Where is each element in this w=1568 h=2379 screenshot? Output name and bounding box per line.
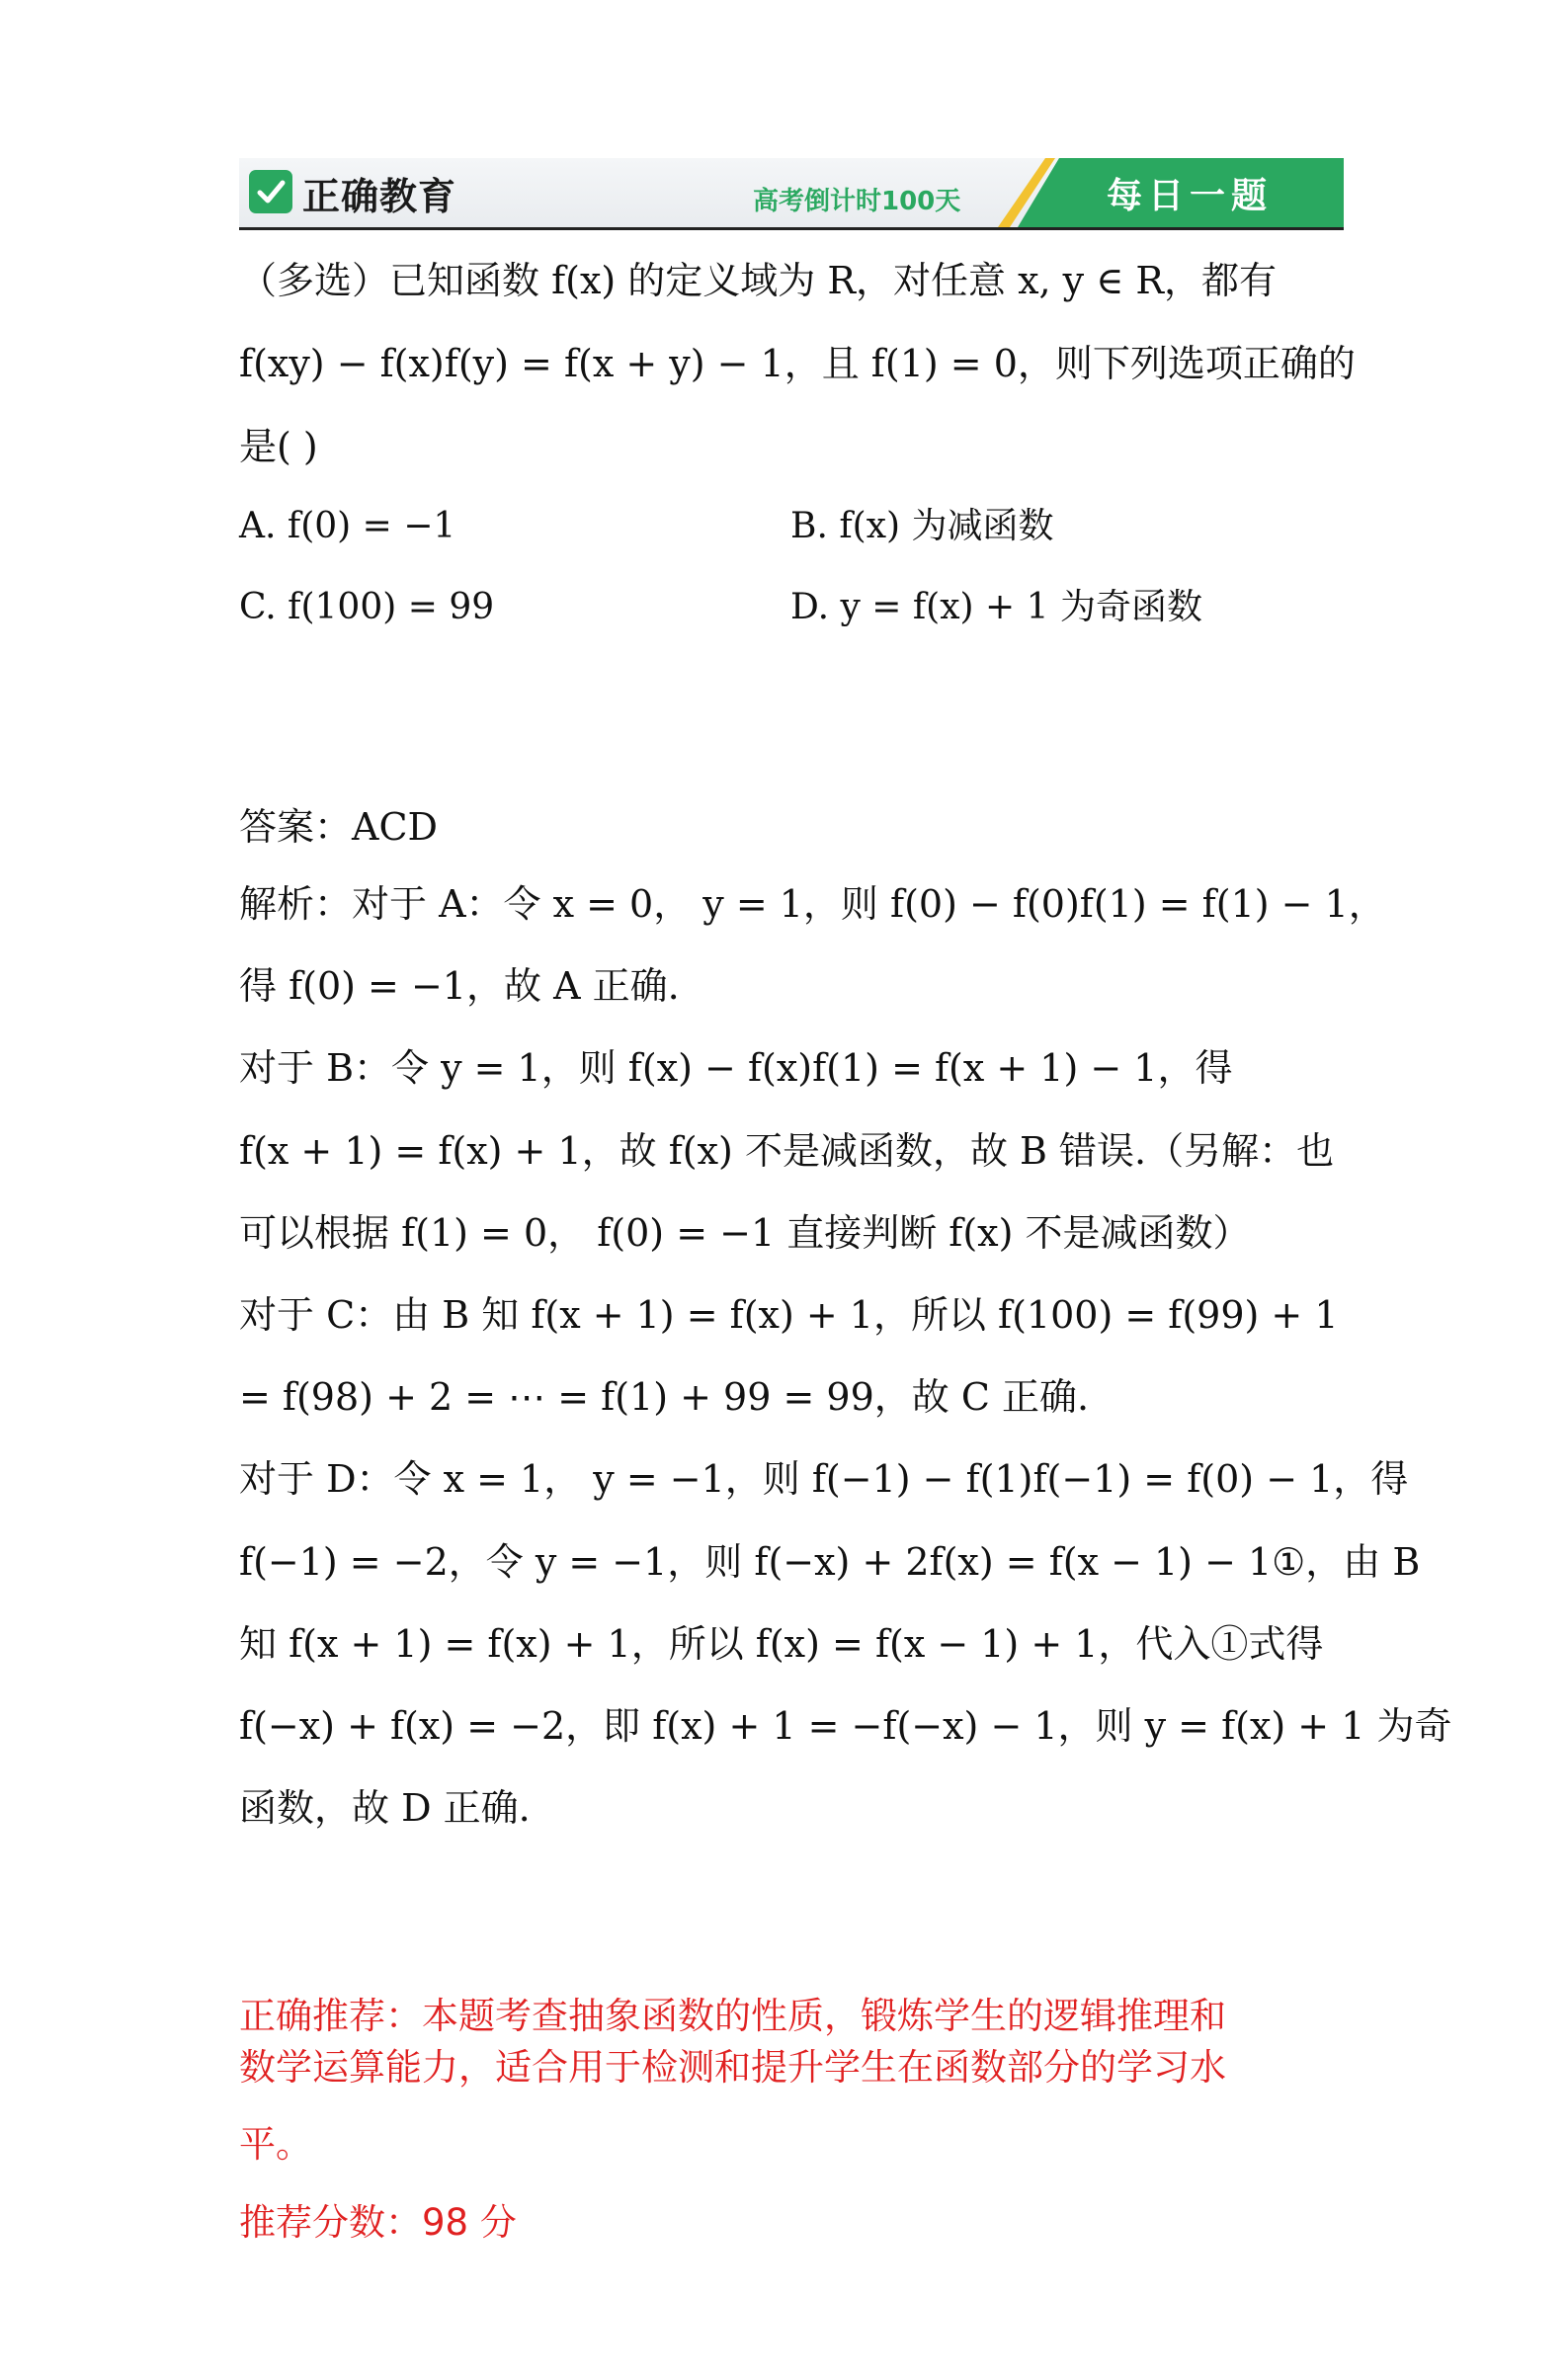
analysis-line: 对于 C：由 B 知 f(x + 1) = f(x) + 1，所以 f(100) = f(99) + 1 [239,1293,1339,1337]
option-d: D. y = f(x) + 1 为奇函数 [790,587,1202,627]
recommendation-score: 推荐分数：98 分 [239,2201,517,2244]
recommendation-line-1: 正确推荐：本题考查抽象函数的性质，锻炼学生的逻辑推理和 [239,1995,1226,2037]
header-divider [239,227,1344,230]
answer-line: 答案：ACD [239,805,438,849]
question-line-1: （多选）已知函数 f(x) 的定义域为 R，对任意 x, y ∈ R，都有 [239,259,1278,302]
recommendation-line-2: 数学运算能力，适合用于检测和提升学生在函数部分的学习水 [239,2046,1226,2089]
daily-question-label: 每日一题 [1107,176,1274,216]
option-a: A. f(0) = −1 [239,506,456,546]
analysis-line: f(x + 1) = f(x) + 1，故 f(x) 不是减函数，故 B 错误.（另解：也 [239,1129,1335,1173]
recommendation-line-3: 平。 [239,2123,312,2166]
option-b: B. f(x) 为减函数 [790,506,1054,546]
analysis-line: 对于 D：令 x = 1， y = −1，则 f(−1) − f(1)f(−1) = f(0) − 1，得 [239,1457,1409,1501]
analysis-line: f(−1) = −2，令 y = −1，则 f(−x) + 2f(x) = f(x − 1) − 1①，由 B [239,1540,1421,1584]
analysis-line: = f(98) + 2 = ⋯ = f(1) + 99 = 99，故 C 正确. [239,1375,1090,1419]
analysis-line: f(−x) + f(x) = −2，即 f(x) + 1 = −f(−x) − 1，则 y = f(x) + 1 为奇 [239,1704,1452,1748]
checkmark-icon [249,170,292,213]
analysis-line: 得 f(0) = −1，故 A 正确. [239,964,680,1008]
question-line-2: f(xy) − f(x)f(y) = f(x + y) − 1，且 f(1) = 0，则下列选项正确的 [239,342,1356,385]
analysis-line: 可以根据 f(1) = 0， f(0) = −1 直接判断 f(x) 不是减函数） [239,1211,1251,1255]
countdown-text: 高考倒计时100天 [753,187,961,216]
logo-text: 正确教育 [302,175,457,218]
analysis-line: 解析：对于 A：令 x = 0， y = 1，则 f(0) − f(0)f(1) = f(1) − 1， [239,882,1386,926]
analysis-line: 函数，故 D 正确. [239,1786,531,1830]
option-c: C. f(100) = 99 [239,587,495,627]
question-line-3: 是( ) [239,425,318,468]
analysis-line: 知 f(x + 1) = f(x) + 1，所以 f(x) = f(x − 1) + 1，代入①式得 [239,1622,1324,1666]
analysis-line: 对于 B：令 y = 1，则 f(x) − f(x)f(1) = f(x + 1) − 1，得 [239,1046,1233,1090]
